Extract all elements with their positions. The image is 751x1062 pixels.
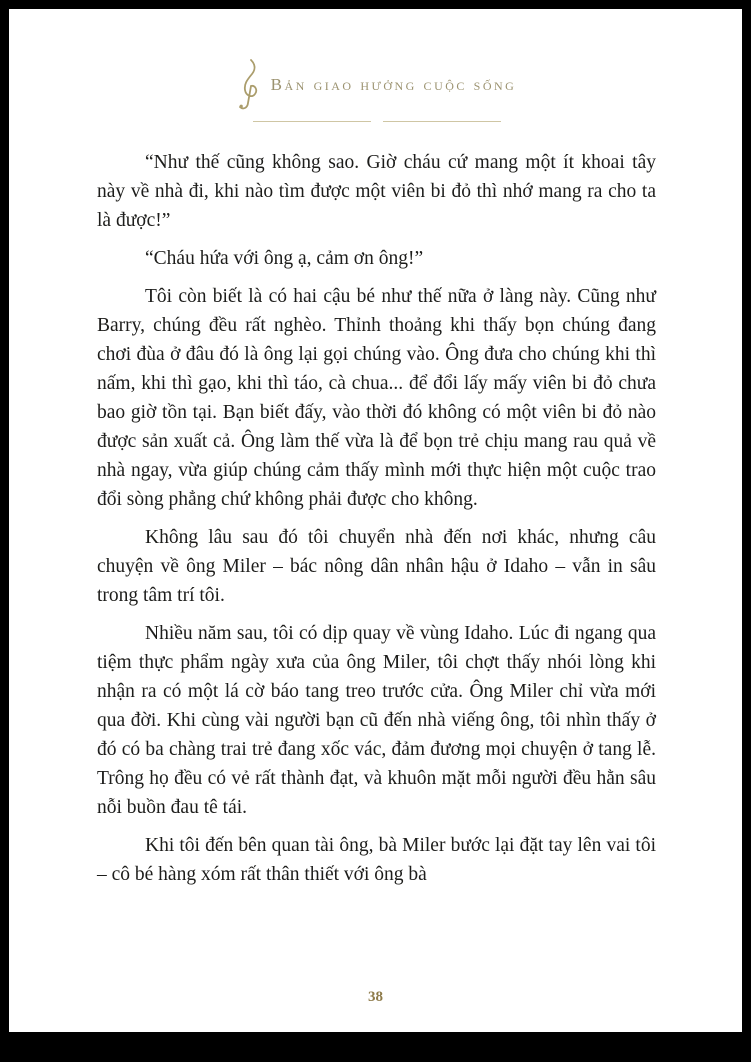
title-divider [253, 121, 501, 122]
header-row [237, 53, 517, 116]
body-text [97, 148, 656, 889]
paragraph: Nhiều năm sau, tôi có dịp quay về vùng Idaho. Lúc đi ngang qua tiệm thực phẩm ngày xưa của ông Miler, tôi chợt thấy nhói lòng khi nhận ra có một lá cờ báo tang treo trước cửa. Ông Miler chỉ vừa mới qua đời. Khi cùng vài người bạn cũ đến nhà viếng ông, tôi nhìn thấy ở đó có ba chàng trai trẻ đang xốc vác, đảm đương mọi chuyện ở tang lễ. Trông họ đều có vẻ rất thành đạt, và khuôn mặt mỗi người đều hằn sâu nỗi buồn đau tê tái. [97, 623, 656, 818]
paragraph: “Cháu hứa với ông ạ, cảm ơn ông!” [145, 248, 424, 269]
book-page [9, 9, 742, 1032]
page-number: 38 [368, 989, 383, 1005]
paragraph: Tôi còn biết là có hai cậu bé như thế nữa ở làng này. Cũng như Barry, chúng đều rất nghèo. Thỉnh thoảng khi thấy bọn chúng đang chơi đùa ở đâu đó là ông lại gọi chúng vào. Ông đưa cho chúng khi thì nấm, khi thì gạo, khi thì táo, cà chua... để đổi lấy mấy viên bi đỏ chưa bao giờ tồn tại. Bạn biết đấy, vào thời đó không có một viên bi đỏ nào được sản xuất cả. Ông làm thế vừa là để bọn trẻ chịu mang rau quả về nhà ngay, vừa giúp chúng cảm thấy mình mới thực hiện một cuộc trao đổi sòng phẳng chứ không phải được cho không. [97, 286, 656, 510]
paragraph: Không lâu sau đó tôi chuyển nhà đến nơi khác, nhưng câu chuyện về ông Miler – bác nông dân nhân hậu ở Idaho – vẫn in sâu trong tâm trí tôi. [97, 527, 656, 606]
divider-line-right [383, 121, 501, 122]
treble-clef-icon [237, 59, 263, 116]
paragraph: Khi tôi đến bên quan tài ông, bà Miler bước lại đặt tay lên vai tôi – cô bé hàng xóm rất thân thiết với ông bà [97, 835, 656, 885]
page-header [97, 53, 656, 122]
divider-line-left [253, 121, 371, 122]
paragraph: “Như thế cũng không sao. Giờ cháu cứ mang một ít khoai tây này về nhà đi, khi nào tìm được một viên bi đỏ thì nhớ mang ra cho ta là được!” [97, 152, 656, 231]
book-title: Bản giao hưởng cuộc sống [270, 74, 517, 94]
